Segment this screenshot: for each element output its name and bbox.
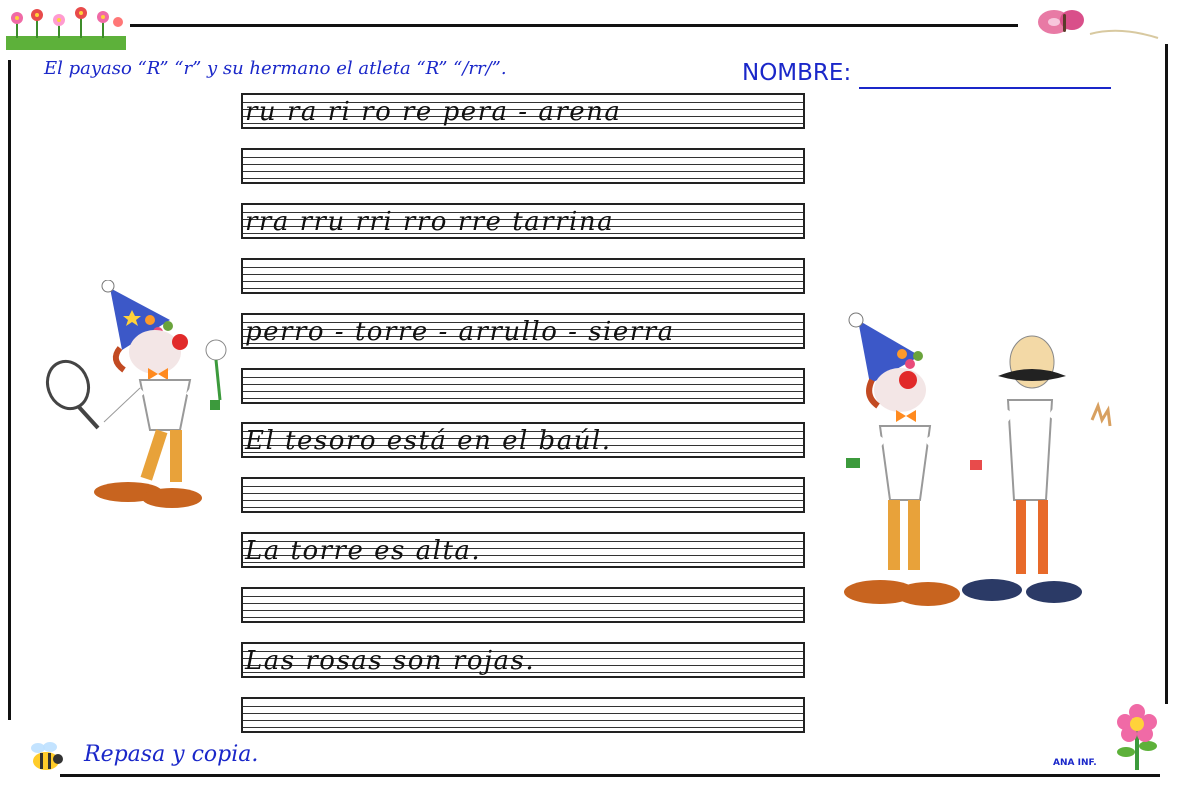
writing-row xyxy=(241,642,805,678)
model-text: Las rosas son rojas. xyxy=(245,646,536,676)
worksheet-title: El payaso “R” “r” y su hermano el atleta “R” “/rr/”. xyxy=(44,58,507,79)
writing-row xyxy=(241,422,805,458)
writing-row[interactable] xyxy=(241,148,805,184)
author-credit: ANA INF. xyxy=(1053,758,1097,768)
butterfly-icon xyxy=(1030,4,1160,44)
clown-and-athlete-illustration xyxy=(820,310,1120,610)
bee-icon xyxy=(26,740,66,774)
writing-row xyxy=(241,532,805,568)
model-text: ru ra ri ro re pera - arena xyxy=(245,97,622,127)
flower-garden-icon xyxy=(6,2,126,50)
writing-row[interactable] xyxy=(241,697,805,733)
flower-icon xyxy=(1112,704,1162,772)
writing-row xyxy=(241,93,805,129)
model-text: La torre es alta. xyxy=(245,536,482,566)
right-rule xyxy=(1165,44,1168,704)
clown-tennis-illustration xyxy=(40,280,240,520)
writing-row xyxy=(241,313,805,349)
bottom-rule xyxy=(60,774,1160,777)
name-label: NOMBRE: xyxy=(742,60,852,86)
left-rule xyxy=(8,60,11,720)
writing-row[interactable] xyxy=(241,368,805,404)
writing-row[interactable] xyxy=(241,258,805,294)
writing-row[interactable] xyxy=(241,587,805,623)
model-text: perro - torre - arrullo - sierra xyxy=(245,317,675,347)
writing-row xyxy=(241,203,805,239)
top-rule xyxy=(130,24,1018,27)
model-text: El tesoro está en el baúl. xyxy=(245,426,612,456)
instruction-text: Repasa y copia. xyxy=(84,742,259,767)
model-text: rra rru rri rro rre tarrina xyxy=(245,207,615,237)
writing-row[interactable] xyxy=(241,477,805,513)
name-field-line[interactable] xyxy=(859,87,1111,89)
